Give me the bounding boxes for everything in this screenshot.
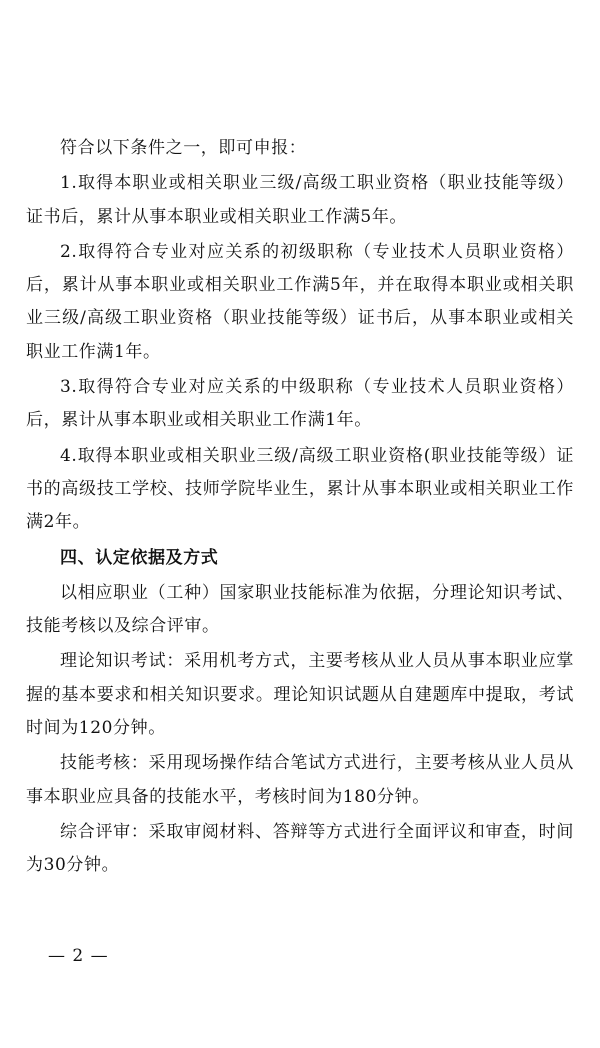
basis-paragraph: 以相应职业（工种）国家职业技能标准为依据，分理论知识考试、技能考核以及综合评审。 <box>26 582 574 637</box>
condition-4-paragraph: 4.取得本职业或相关职业三级/高级工职业资格(职业技能等级）证书的高级技工学校、技师学院毕业生，累计从事本职业或相关职业工作满2年。 <box>26 445 574 533</box>
page-number: — 2 — <box>48 946 109 966</box>
theory-exam-paragraph: 理论知识考试：采用机考方式，主要考核从业人员从事本职业应掌握的基本要求和相关知识要求。理论知识试题从自建题库中提取，考试时间为120分钟。 <box>26 651 574 739</box>
comprehensive-review-paragraph: 综合评审：采取审阅材料、答辩等方式进行全面评议和审查，时间为30分钟。 <box>26 821 574 876</box>
condition-1-paragraph: 1.取得本职业或相关职业三级/高级工职业资格（职业技能等级）证书后，累计从事本职业或相关职业工作满5年。 <box>26 173 574 227</box>
condition-2-paragraph: 2.取得符合专业对应关系的初级职称（专业技术人员职业资格）后，累计从事本职业或相关职业工作满5年，并在取得本职业或相关职业三级/高级工职业资格（职业技能等级）证书后，从事本职业或相关职业工作满1年。 <box>26 241 574 362</box>
skill-assessment-paragraph: 技能考核：采用现场操作结合笔试方式进行，主要考核从业人员从事本职业应具备的技能水平，考核时间为180分钟。 <box>26 753 574 807</box>
section-heading: 四、认定依据及方式 <box>60 547 219 568</box>
intro-paragraph: 符合以下条件之一，即可申报： <box>60 138 307 158</box>
condition-3-paragraph: 3.取得符合专业对应关系的中级职称（专业技术人员职业资格）后，累计从事本职业或相关职业工作满1年。 <box>26 377 574 431</box>
